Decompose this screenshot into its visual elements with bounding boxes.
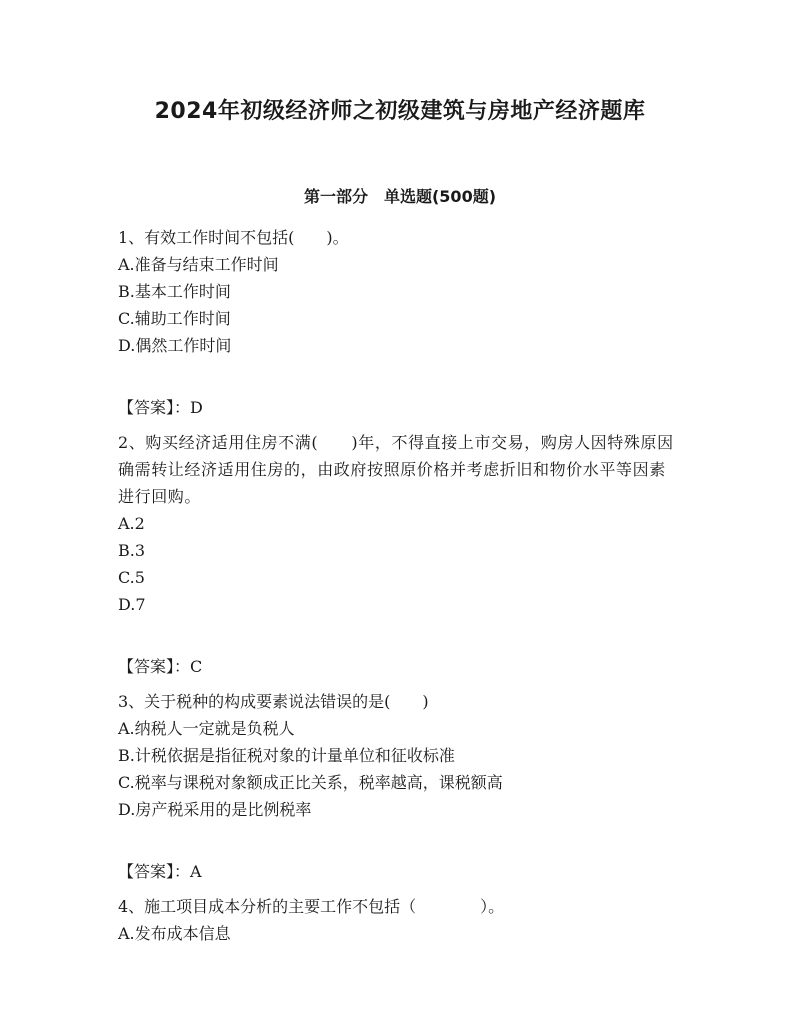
- question-1: [118, 224, 678, 429]
- option-a: A.准备与结束工作时间: [118, 255, 279, 274]
- option-b: B.3: [118, 541, 146, 560]
- option-d: D.房产税采用的是比例税率: [118, 800, 312, 819]
- answer-label: 【答案】：D: [118, 398, 203, 417]
- answer-label: 【答案】：A: [118, 862, 202, 881]
- question-4: [118, 893, 678, 947]
- option-d: D.偶然工作时间: [118, 336, 232, 355]
- option-a: A.发布成本信息: [118, 924, 231, 943]
- option-b: B.计税依据是指征税对象的计量单位和征收标准: [118, 746, 455, 765]
- option-d: D.7: [118, 595, 146, 614]
- question-3: [118, 688, 678, 893]
- question-stem: 4、施工项目成本分析的主要工作不包括（ ）。: [118, 897, 505, 916]
- question-list: [118, 224, 678, 947]
- question-stem: 3、关于税种的构成要素说法错误的是( ): [118, 692, 429, 711]
- answer-label: 【答案】：C: [118, 657, 203, 676]
- option-a: A.2: [118, 514, 145, 533]
- section-heading: 第一部分 单选题(500题): [303, 187, 497, 206]
- option-b: B.基本工作时间: [118, 282, 231, 301]
- question-stem: 2、购买经济适用住房不满( )年，不得直接上市交易，购房人因特殊原因确需转让经济适用住房的，由政府按照原价格并考虑折旧和物价水平等因素进行回购。: [118, 433, 674, 506]
- question-stem: 1、有效工作时间不包括( )。: [118, 228, 349, 247]
- question-2: [118, 429, 678, 688]
- option-a: A.纳税人一定就是负税人: [118, 719, 295, 738]
- option-c: C.辅助工作时间: [118, 309, 231, 328]
- option-c: C.5: [118, 568, 145, 587]
- document-title: 2024年初级经济师之初级建筑与房地产经济题库: [154, 99, 646, 124]
- option-c: C.税率与课税对象额成正比关系，税率越高，课税额高: [118, 773, 503, 792]
